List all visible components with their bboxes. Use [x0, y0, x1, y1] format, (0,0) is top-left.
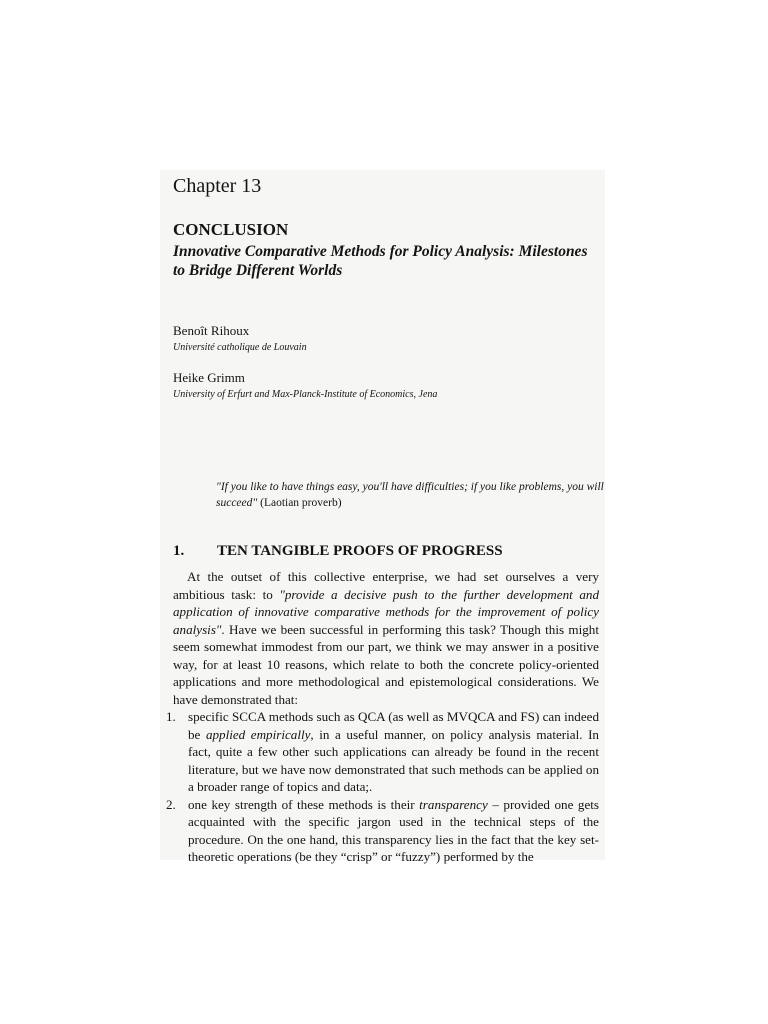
list-item-text: – provided one gets acquainted with the specific jargon used in the technical steps of the procedure. On the one hand, this transparency lies in the fact that the key set-theoretic operations (be they “crisp” or “fuzzy”) performed by the — [188, 796, 599, 864]
epigraph-source: (Laotian proverb) — [260, 497, 342, 509]
list-item-text: , in a useful manner, on policy analysis material. In fact, quite a few other such applications can already be found in the recent literature, but we have now demonstrated that such methods can be applied on a broader range of topics and data;. — [188, 726, 599, 794]
section-number: 1. — [173, 543, 185, 559]
chapter-label: Chapter 13 — [173, 175, 262, 197]
list-item-text: one key strength of these methods is their — [188, 796, 420, 812]
list-item-emphasis: applied empirically — [205, 726, 311, 742]
section-heading — [173, 541, 603, 561]
list-marker: 1. — [166, 709, 176, 724]
list-item-text: specific SCCA methods such as QCA (as well as MVQCA and FS) can indeed be — [188, 709, 599, 742]
list-item-emphasis: transparency — [419, 796, 488, 812]
chapter-title: CONCLUSION — [173, 220, 289, 239]
list-item — [166, 796, 599, 866]
list-marker: 2. — [166, 796, 176, 812]
intro-emphasis: "provide a decisive push to the further development and application of innovative comparative methods for the improvement of policy analysis" — [173, 586, 599, 637]
epigraph-quote: "If you like to have things easy, you'll have difficulties; if you like problems, you will succeed" — [216, 481, 604, 509]
body-text — [166, 568, 599, 866]
section-title: TEN TANGIBLE PROOFS OF PROGRESS — [217, 543, 503, 559]
author-name: Heike Grimm — [173, 370, 245, 385]
intro-paragraph — [173, 568, 599, 708]
intro-text: . Have we been successful in performing this task? Though this might seem somewhat immodest from our part, we think we may answer in a positive way, for at least 10 reasons, which relate to both the concrete policy-oriented applications and more methodological and epistemological considerations. We have demonstrated that: — [173, 621, 599, 707]
author-name: Benoît Rihoux — [173, 323, 250, 338]
intro-text: At the outset of this collective enterprise, we had set ourselves a very ambitious task: to — [173, 569, 599, 602]
author-affiliation: Université catholique de Louvain — [173, 342, 307, 353]
chapter-subtitle: Innovative Comparative Methods for Policy Analysis: Milestones to Bridge Different Worlds — [173, 243, 588, 279]
list-item — [166, 708, 599, 796]
numbered-list — [166, 708, 599, 866]
epigraph — [216, 479, 606, 511]
author-affiliation: University of Erfurt and Max-Planck-Institute of Economics, Jena — [173, 389, 438, 400]
